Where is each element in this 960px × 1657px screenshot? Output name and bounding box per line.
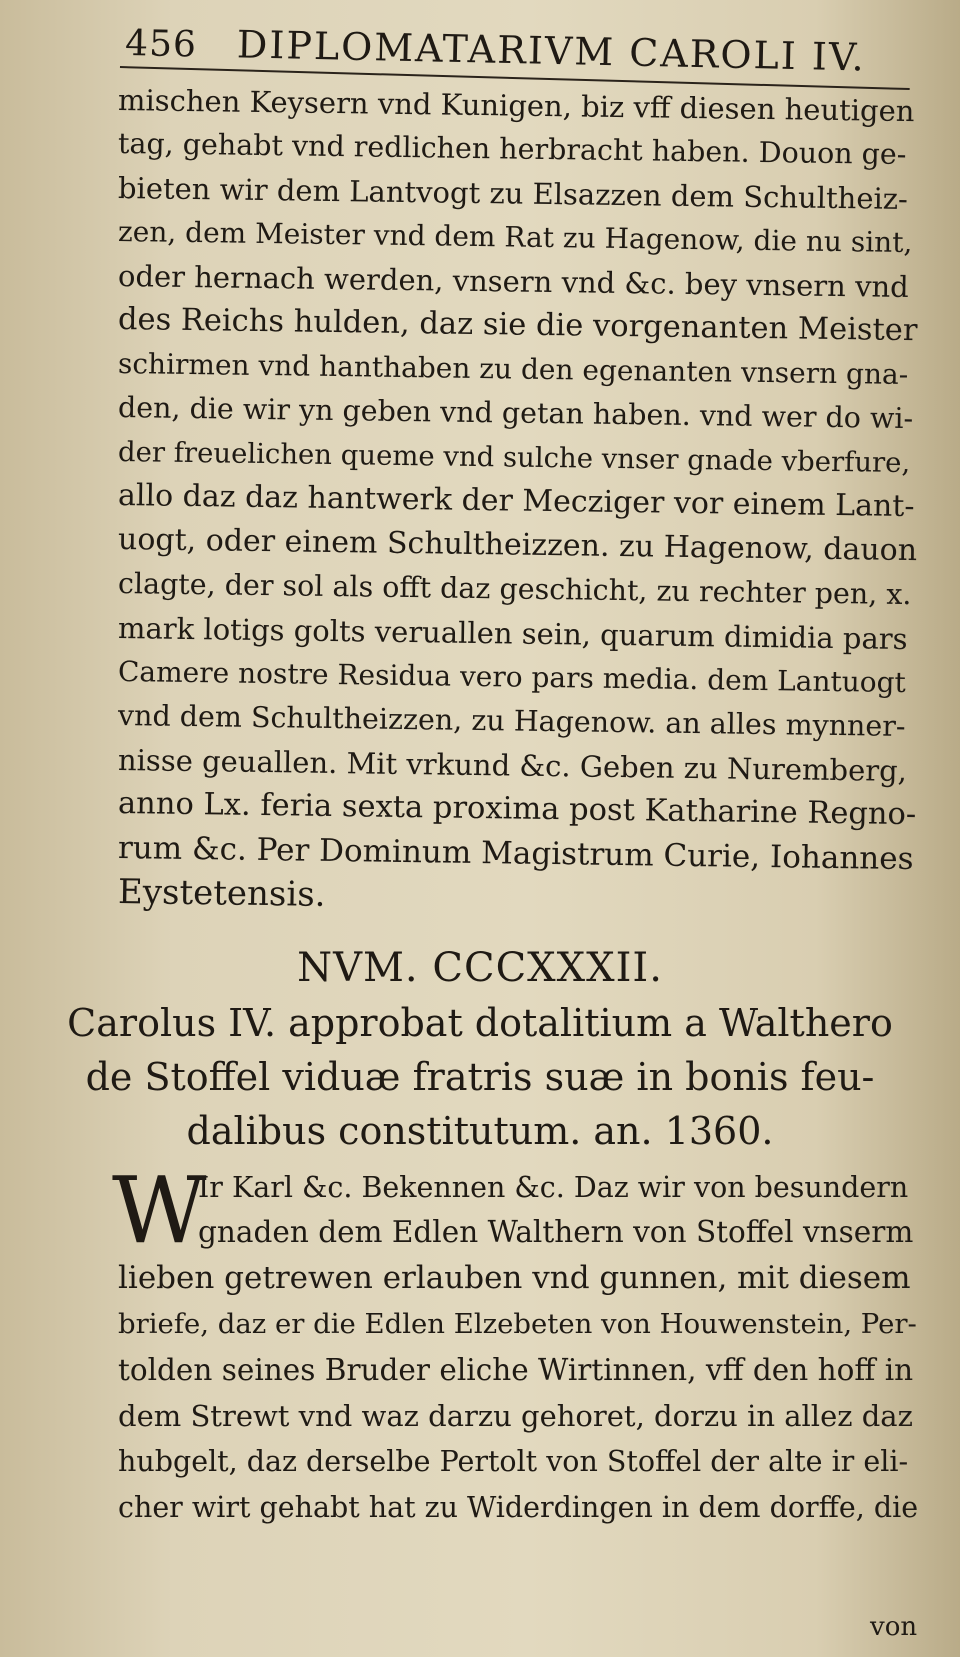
text-line: mark lotigs golts veruallen sein, quarum dimidia pars xyxy=(117,611,908,657)
text-line: oder hernach werden, vnsern vnd &c. bey vnsern vnd xyxy=(117,259,909,305)
text-line: tolden seines Bruder eliche Wirtinnen, vff den hoff in xyxy=(118,1353,914,1387)
page-number: 456 xyxy=(124,22,198,66)
text-line: nisse geuallen. Mit vrkund &c. Geben zu Nuremberg, xyxy=(117,743,908,789)
text-line: den, die wir yn geben vnd getan haben. vnd wer do wi- xyxy=(117,391,914,436)
text-line: tag, gehabt vnd redlichen herbracht haben. Douon ge- xyxy=(117,127,907,172)
text-line: cher wirt gehabt hat zu Widerdingen in dem dorffe, die xyxy=(118,1491,919,1524)
catchword: von xyxy=(870,1612,918,1642)
text-line: dem Strewt vnd waz darzu gehoret, dorzu in allez daz xyxy=(118,1399,913,1433)
text-line: Camere nostre Residua vero pars media. dem Lantuogt xyxy=(117,655,907,699)
text-line: Ir Karl &c. Bekennen &c. Daz wir von besundern xyxy=(198,1171,909,1204)
text-line: uogt, oder einem Schultheizzen. zu Hagenow, dauon xyxy=(117,522,918,569)
text-line: bieten wir dem Lantvogt zu Elsazzen dem Schultheiz- xyxy=(117,171,909,217)
text-line: schirmen vnd hanthaben zu den egenanten vnsern gna- xyxy=(117,347,909,392)
text-line: Eystetensis. xyxy=(117,872,326,915)
text-line: vnd dem Schultheizzen, zu Hagenow. an alles mynner- xyxy=(117,699,906,743)
text-line: mischen Keysern vnd Kunigen, biz vff diesen heutigen xyxy=(117,83,915,129)
drop-capital: W xyxy=(112,1157,207,1264)
running-title: DIPLOMATARIVM CAROLI IV. xyxy=(236,22,867,80)
document-title-line: Carolus IV. approbat dotalitium a Walthero xyxy=(67,1001,893,1045)
text-line: lieben getrewen erlauben vnd gunnen, mit diesem xyxy=(118,1260,911,1296)
text-line: der freuelichen queme vnd sulche vnser gnade vberfure, xyxy=(117,436,911,480)
text-line: anno Lx. feria sexta proxima post Katharine Regno- xyxy=(117,786,917,833)
document-title-line: de Stoffel viduæ fratris suæ in bonis feu- xyxy=(85,1055,875,1099)
text-line: clagte, der sol als offt daz geschicht, zu rechter pen, x. xyxy=(117,567,912,612)
text-line: briefe, daz er die Edlen Elzebeten von Houwenstein, Per- xyxy=(118,1308,917,1340)
text-line: des Reichs hulden, daz sie die vorgenanten Meister xyxy=(117,302,918,349)
text-line: allo daz daz hantwerk der Mecziger vor einem Lant- xyxy=(117,478,915,525)
text-line: zen, dem Meister vnd dem Rat zu Hagenow, die nu sint, xyxy=(117,215,913,260)
text-line: rum &c. Per Dominum Magistrum Curie, Iohannes xyxy=(117,830,914,878)
text-line: gnaden dem Edlen Walthern von Stoffel vnserm xyxy=(198,1215,914,1249)
document-title-line: dalibus constitutum. an. 1360. xyxy=(186,1109,774,1153)
text-line: hubgelt, daz derselbe Pertolt von Stoffel der alte ir eli- xyxy=(118,1445,909,1478)
document-number: NVM. CCCXXXII. xyxy=(297,945,663,991)
